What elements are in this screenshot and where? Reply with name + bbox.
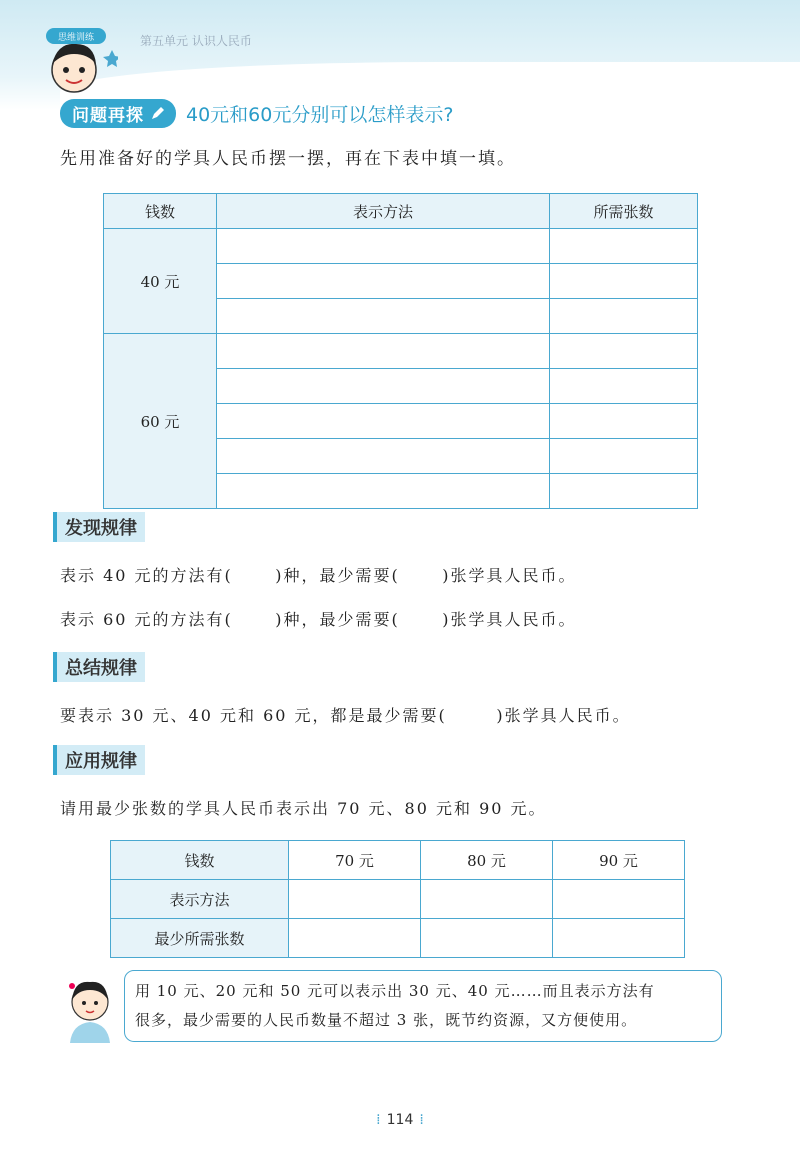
header-count: 所需张数 <box>550 194 698 229</box>
blank-cell[interactable] <box>289 919 421 958</box>
blank-cell[interactable] <box>550 299 698 334</box>
header-amount: 钱数 <box>104 194 217 229</box>
t2-method-label: 表示方法 <box>111 880 289 919</box>
apply-line: 请用最少张数的学具人民币表示出 70 元、80 元和 90 元。 <box>60 799 547 818</box>
blank-cell[interactable] <box>217 229 550 264</box>
blank-cell[interactable] <box>553 919 685 958</box>
blank-cell[interactable] <box>421 919 553 958</box>
boy-mascot-icon <box>28 20 118 100</box>
t2-amount-90: 90 元 <box>553 841 685 880</box>
problem-heading <box>60 98 453 128</box>
discover-line-2: 表示 60 元的方法有( )种，最少需要( )张学具人民币。 <box>60 610 577 629</box>
badge-text: 思维训练 <box>57 33 95 43</box>
blank-cell[interactable] <box>217 334 550 369</box>
blank-cell[interactable] <box>550 369 698 404</box>
tip-line-2: 很多，最少需要的人民币数量不超过 3 张，既节约资源，又方便使用。 <box>135 1011 638 1029</box>
summary-heading: 总结规律 <box>53 652 145 682</box>
blank-cell[interactable] <box>217 404 550 439</box>
representation-table <box>103 193 698 509</box>
girl-avatar-icon <box>60 968 120 1043</box>
amount-60: 60 元 <box>104 334 217 509</box>
tip-bubble <box>124 970 722 1042</box>
discover-heading: 发现规律 <box>53 512 145 542</box>
t2-amount-80: 80 元 <box>421 841 553 880</box>
page-number: ⁞ 114 ⁞ <box>376 1112 424 1128</box>
blank-cell[interactable] <box>553 880 685 919</box>
blank-cell[interactable] <box>550 404 698 439</box>
blank-cell[interactable] <box>550 439 698 474</box>
summary-line: 要表示 30 元、40 元和 60 元，都是最少需要( )张学具人民币。 <box>60 706 631 725</box>
blank-cell[interactable] <box>421 880 553 919</box>
header-method: 表示方法 <box>217 194 550 229</box>
blank-cell[interactable] <box>217 439 550 474</box>
blank-cell[interactable] <box>217 299 550 334</box>
problem-label: 问题再探 <box>60 99 176 128</box>
blank-cell[interactable] <box>550 264 698 299</box>
discover-line-1: 表示 40 元的方法有( )种，最少需要( )张学具人民币。 <box>60 566 577 585</box>
dots-left-icon: ⁞ <box>376 1112 381 1128</box>
minimum-notes-table <box>110 840 685 958</box>
dots-right-icon: ⁞ <box>419 1112 424 1128</box>
blank-cell[interactable] <box>217 369 550 404</box>
pencil-icon <box>150 105 166 121</box>
blank-cell[interactable] <box>550 334 698 369</box>
blank-cell[interactable] <box>217 264 550 299</box>
top-banner <box>0 0 800 110</box>
running-title: 第五单元 认识人民币 <box>140 34 252 48</box>
instruction-text: 先用准备好的学具人民币摆一摆，再在下表中填一填。 <box>60 149 516 169</box>
blank-cell[interactable] <box>550 474 698 509</box>
amount-40: 40 元 <box>104 229 217 334</box>
t2-header-amount: 钱数 <box>111 841 289 880</box>
blank-cell[interactable] <box>289 880 421 919</box>
problem-question: 40元和60元分别可以怎样表示? <box>186 103 454 126</box>
t2-amount-70: 70 元 <box>289 841 421 880</box>
tip-line-1: 用 10 元、20 元和 50 元可以表示出 30 元、40 元……而且表示方法有 <box>135 982 655 1000</box>
t2-count-label: 最少所需张数 <box>111 919 289 958</box>
blank-cell[interactable] <box>550 229 698 264</box>
apply-heading: 应用规律 <box>53 745 145 775</box>
blank-cell[interactable] <box>217 474 550 509</box>
